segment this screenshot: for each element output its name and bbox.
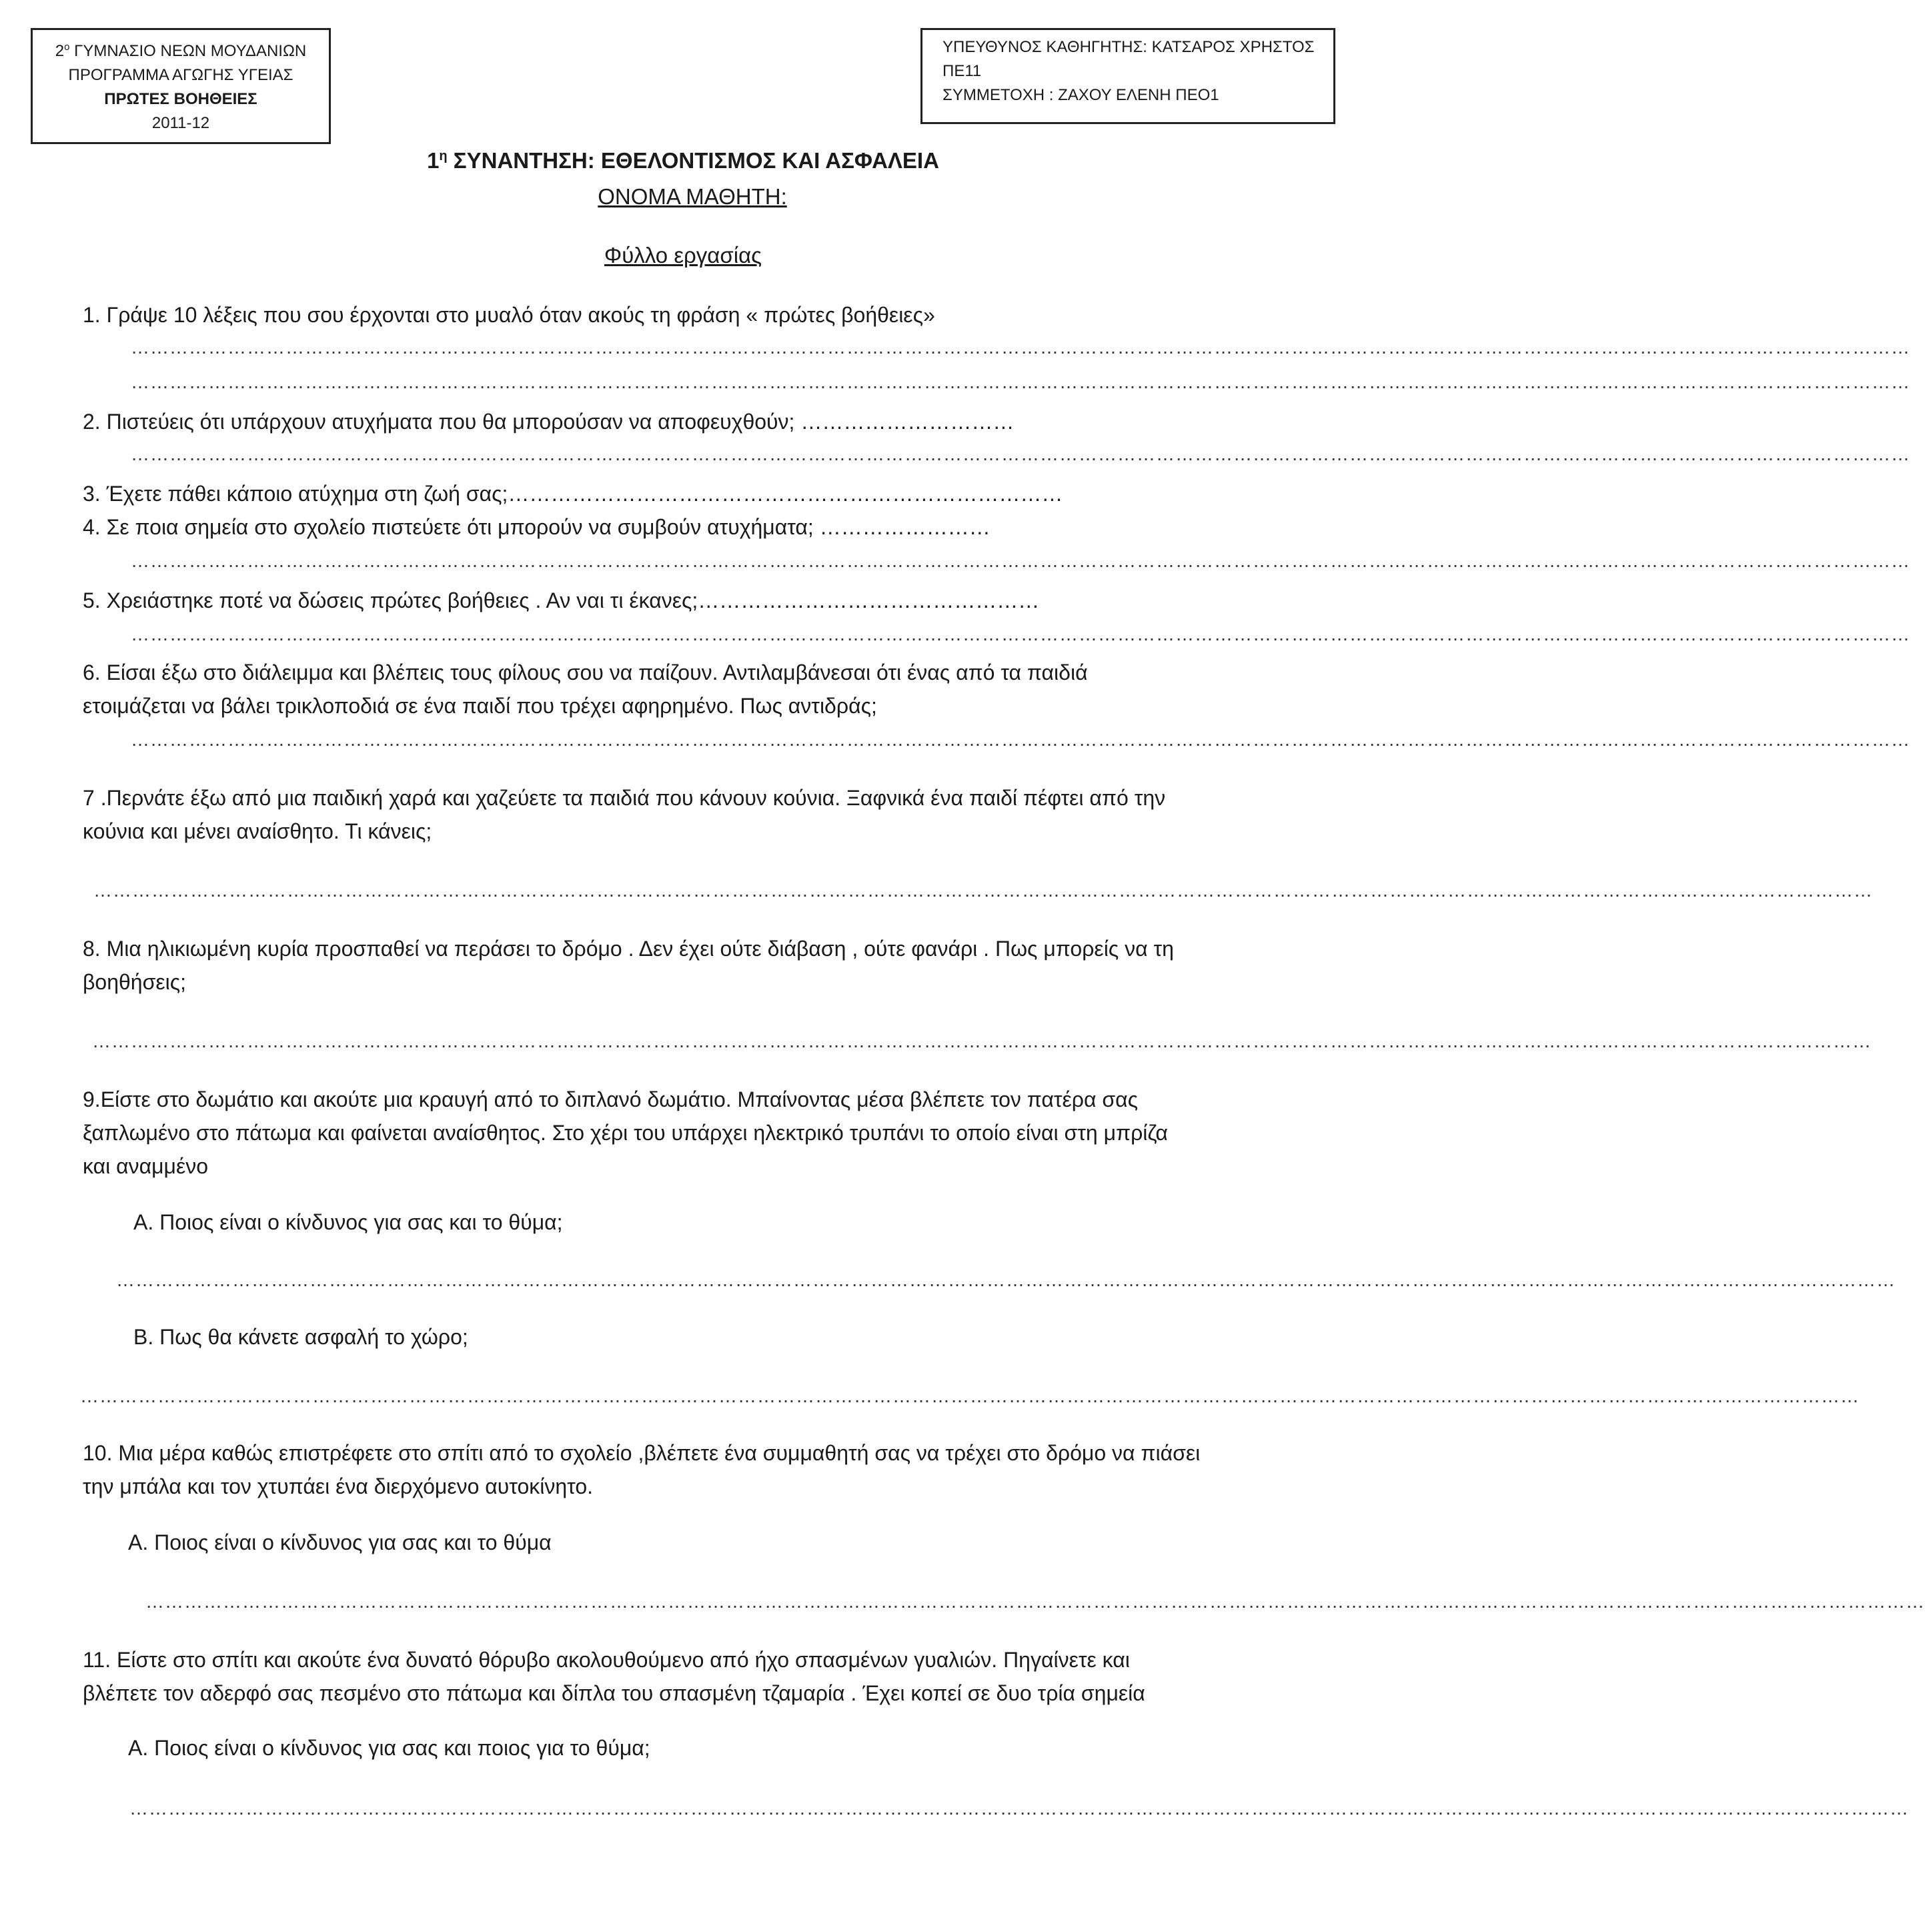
- answer-line: ……………………………………………………………………………………………………………………………………………………………………………………………………………………………………………………: [131, 729, 1910, 750]
- answer-line: ……………………………………………………………………………………………………………………………………………………………………………………………………………………………………………………: [116, 1270, 1896, 1290]
- question-9-part-a: A. Ποιος είναι ο κίνδυνος για σας και το θύμα;: [133, 1210, 563, 1234]
- answer-line: ……………………………………………………………………………………………………………………………………………………………………………………………………………………………………………………: [129, 1798, 1909, 1819]
- question-11-line-2: βλέπετε τον αδερφό σας πεσμένο στο πάτωμα και δίπλα του σπασμένη τζαμαρία . Έχει κοπεί σε δυο τρία σημεία: [83, 1681, 1145, 1705]
- participation-name: ΣΥΜΜΕΤΟΧΗ : ΖΑΧΟΥ ΕΛΕΝΗ ΠΕΟ1: [942, 86, 1219, 104]
- subject-name: ΠΡΩΤΕΣ ΒΟΗΘΕΙΕΣ: [104, 90, 257, 108]
- question-7-line-1: 7 .Περνάτε έξω από μια παιδική χαρά και χαζεύετε τα παιδιά που κάνουν κούνια. Ξαφνικά ένα παιδί πέφτει από την: [83, 786, 1166, 810]
- answer-line: ……………………………………………………………………………………………………………………………………………………………………………………………………………………………………………………: [93, 880, 1873, 901]
- teacher-name: ΥΠΕΥΘΥΝΟΣ ΚΑΘΗΓΗΤΗΣ: ΚΑΤΣΑΡΟΣ ΧΡΗΣΤΟΣ ΠΕ11: [942, 38, 1315, 80]
- school-info-box: [31, 28, 331, 144]
- question-2: 2. Πιστεύεις ότι υπάρχουν ατυχήματα που θα μπορούσαν να αποφευχθούν; …………………………: [83, 410, 1015, 434]
- question-10-part-a: A. Ποιος είναι ο κίνδυνος για σας και το θύμα: [128, 1530, 552, 1554]
- answer-line: ……………………………………………………………………………………………………………………………………………………………………………………………………………………………………………………: [131, 550, 1910, 571]
- question-10-line-2: την μπάλα και τον χτυπάει ένα διερχόμενο αυτοκίνητο.: [83, 1474, 594, 1498]
- school-year: 2011-12: [151, 114, 210, 132]
- answer-line: ……………………………………………………………………………………………………………………………………………………………………………………………………………………………………………………: [131, 444, 1910, 464]
- question-9-part-b: B. Πως θα κάνετε ασφαλή το χώρο;: [133, 1325, 468, 1349]
- question-6-line-1: 6. Είσαι έξω στο διάλειμμα και βλέπεις τους φίλους σου να παίζουν. Αντιλαμβάνεσαι ότι ένας από τα παιδιά: [83, 660, 1088, 684]
- question-8-line-2: βοηθήσεις;: [83, 970, 187, 994]
- answer-line: ……………………………………………………………………………………………………………………………………………………………………………………………………………………………………………………: [131, 624, 1910, 644]
- program-name: ΠΡΟΓΡΑΜΜΑ ΑΓΩΓΗΣ ΥΓΕΙΑΣ: [68, 66, 293, 84]
- question-7-line-2: κούνια και μένει αναίσθητο. Τι κάνεις;: [83, 819, 432, 843]
- question-1: 1. Γράψε 10 λέξεις που σου έρχονται στο μυαλό όταν ακούς τη φράση « πρώτες βοήθειες»: [83, 303, 935, 327]
- question-9-line-1: 9.Είστε στο δωμάτιο και ακούτε μια κραυγή από το διπλανό δωμάτιο. Μπαίνοντας μέσα βλέπετε τον πατέρα σας: [83, 1087, 1139, 1111]
- answer-line: ……………………………………………………………………………………………………………………………………………………………………………………………………………………………………………………: [80, 1386, 1860, 1406]
- answer-line: ……………………………………………………………………………………………………………………………………………………………………………………………………………………………………………………: [92, 1031, 1872, 1051]
- question-11-part-a: A. Ποιος είναι ο κίνδυνος για σας και ποιος για το θύμα;: [128, 1736, 650, 1760]
- question-10-line-1: 10. Μια μέρα καθώς επιστρέφετε στο σπίτι από το σχολείο ,βλέπετε ένα συμμαθητή σας να τρέχει στο δρόμο να πιάσει: [83, 1441, 1201, 1465]
- question-11-line-1: 11. Είστε στο σπίτι και ακούτε ένα δυνατό θόρυβο ακολουθούμενο από ήχο σπασμένων γυαλιών. Πηγαίνετε και: [83, 1648, 1130, 1672]
- question-6-line-2: ετοιμάζεται να βάλει τρικλοποδιά σε ένα παιδί που τρέχει αφηρημένο. Πως αντιδράς;: [83, 694, 877, 718]
- answer-line: ……………………………………………………………………………………………………………………………………………………………………………………………………………………………………………………: [131, 337, 1910, 358]
- question-8-line-1: 8. Μια ηλικιωμένη κυρία προσπαθεί να περάσει το δρόμο . Δεν έχει ούτε διάβαση , ούτε φανάρι . Πως μπορείς να τη: [83, 937, 1174, 961]
- student-name-label: ΟΝΟΜΑ ΜΑΘΗΤΗ:: [598, 184, 787, 209]
- answer-line: ……………………………………………………………………………………………………………………………………………………………………………………………………………………………………………………: [131, 372, 1910, 392]
- question-9-line-3: και αναμμένο: [83, 1154, 209, 1178]
- worksheet-title: Φύλλο εργασίας: [604, 243, 762, 268]
- teacher-info-box: [920, 28, 1335, 124]
- question-5: 5. Χρειάστηκε ποτέ να δώσεις πρώτες βοήθειες . Αν ναι τι έκανες;…………………………………………: [83, 588, 1040, 612]
- question-9-line-2: ξαπλωμένο στο πάτωμα και φαίνεται αναίσθητος. Στο χέρι του υπάρχει ηλεκτρικό τρυπάνι το οποίο είναι στη μπρίζα: [83, 1121, 1168, 1145]
- school-name: $2^o$ ΓΥΜΝΑΣΙΟ ΝΕΩΝ ΜΟΥΔΑΝΙΩΝ: [55, 41, 307, 60]
- meeting-title: $1^\eta$ ΣΥΝΑΝΤΗΣΗ: ΕΘΕΛΟΝΤΙΣΜΟΣ ΚΑΙ ΑΣΦΑΛΕΙΑ: [427, 148, 939, 173]
- question-4: 4. Σε ποια σημεία στο σχολείο πιστεύετε ότι μπορούν να συμβούν ατυχήματα; ……………………: [83, 515, 991, 539]
- answer-line: ……………………………………………………………………………………………………………………………………………………………………………………………………………………………………………………: [145, 1591, 1925, 1612]
- question-3: 3. Έχετε πάθει κάποιο ατύχημα στη ζωή σας;……………………………………………………………………: [83, 482, 1063, 506]
